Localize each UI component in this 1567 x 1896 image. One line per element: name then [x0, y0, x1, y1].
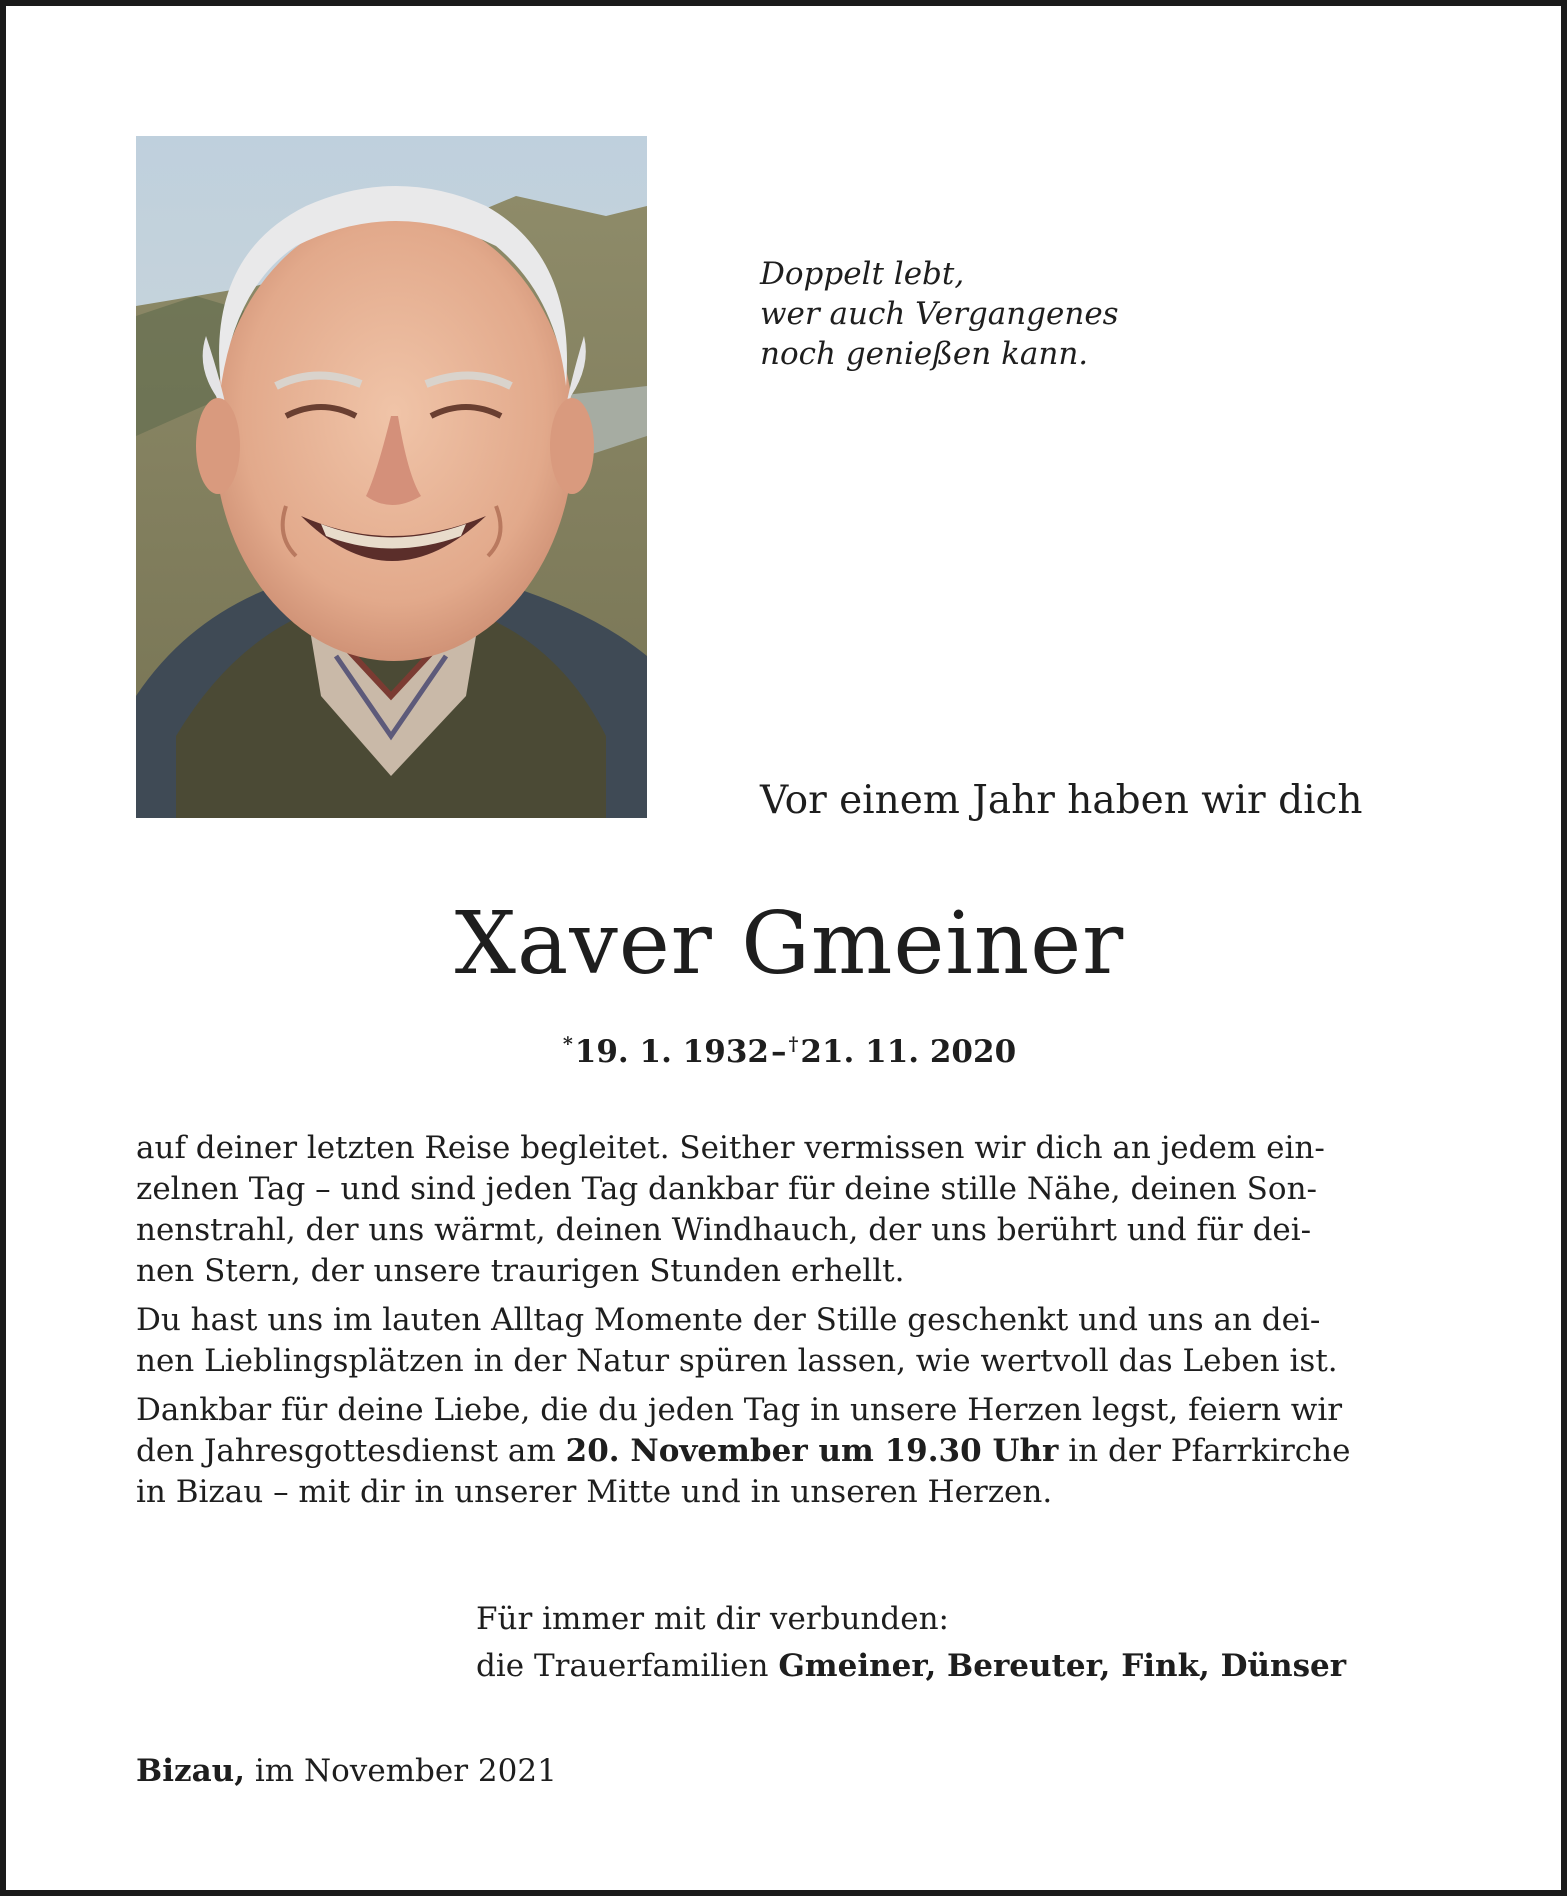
place-town: Bizau,	[136, 1753, 245, 1789]
paragraph-3	[136, 1390, 1446, 1513]
place-month: im November 2021	[245, 1753, 557, 1789]
birth-symbol: *	[562, 1033, 573, 1055]
paragraph-1	[136, 1128, 1446, 1292]
portrait-photo	[136, 136, 647, 818]
quote-line: noch genießen kann.	[760, 336, 1089, 372]
death-date: 21. 11. 2020	[800, 1034, 1017, 1070]
service-text: den Jahresgottesdienst am	[136, 1433, 566, 1469]
signature-families-line	[476, 1643, 1346, 1690]
body-line: nen Lieblingsplätzen in der Natur spüren lassen, wie wertvoll das Leben ist.	[136, 1343, 1338, 1379]
body-line: nenstrahl, der uns wärmt, deinen Windhauch, der uns berührt und für dei-	[136, 1212, 1312, 1248]
body-line: in Bizau – mit dir in unserer Mitte und in unseren Herzen.	[136, 1474, 1053, 1510]
body-line: Du hast uns im lauten Alltag Momente der Stille geschenkt und uns an dei-	[136, 1302, 1321, 1338]
body-line: Dankbar für deine Liebe, die du jeden Tag in unsere Herzen legst, feiern wir	[136, 1392, 1343, 1428]
portrait-illustration	[136, 136, 647, 818]
death-symbol: †	[788, 1033, 799, 1055]
obituary-body	[136, 1128, 1446, 1521]
intro-text: Vor einem Jahr haben wir dich	[760, 778, 1363, 823]
signature-block	[476, 1596, 1346, 1690]
families-prefix: die Trauerfamilien	[476, 1648, 779, 1684]
body-line: auf deiner letzten Reise begleitet. Seither vermissen wir dich an jedem ein-	[136, 1130, 1325, 1166]
service-datetime: 20. November um 19.30 Uhr	[565, 1433, 1059, 1469]
service-location-text: in der Pfarrkirche	[1058, 1433, 1351, 1469]
paragraph-2	[136, 1300, 1446, 1382]
family-names: Gmeiner, Bereuter, Fink, Dünser	[778, 1648, 1347, 1684]
body-line: nen Stern, der unsere traurigen Stunden erhellt.	[136, 1253, 905, 1289]
place-date	[136, 1751, 557, 1792]
birth-date: 19. 1. 1932	[574, 1034, 769, 1070]
body-line: zelnen Tag – und sind jeden Tag dankbar für deine stille Nähe, deinen Son-	[136, 1171, 1318, 1207]
date-separator: –	[770, 1034, 787, 1070]
signature-line: Für immer mit dir verbunden:	[476, 1601, 949, 1637]
quote-line: Doppelt lebt,	[760, 256, 965, 292]
body-line	[136, 1431, 1446, 1472]
life-dates	[6, 1024, 1567, 1072]
quote-line: wer auch Vergangenes	[760, 296, 1119, 332]
quote	[760, 254, 1180, 374]
deceased-name: Xaver Gmeiner	[454, 894, 1125, 994]
